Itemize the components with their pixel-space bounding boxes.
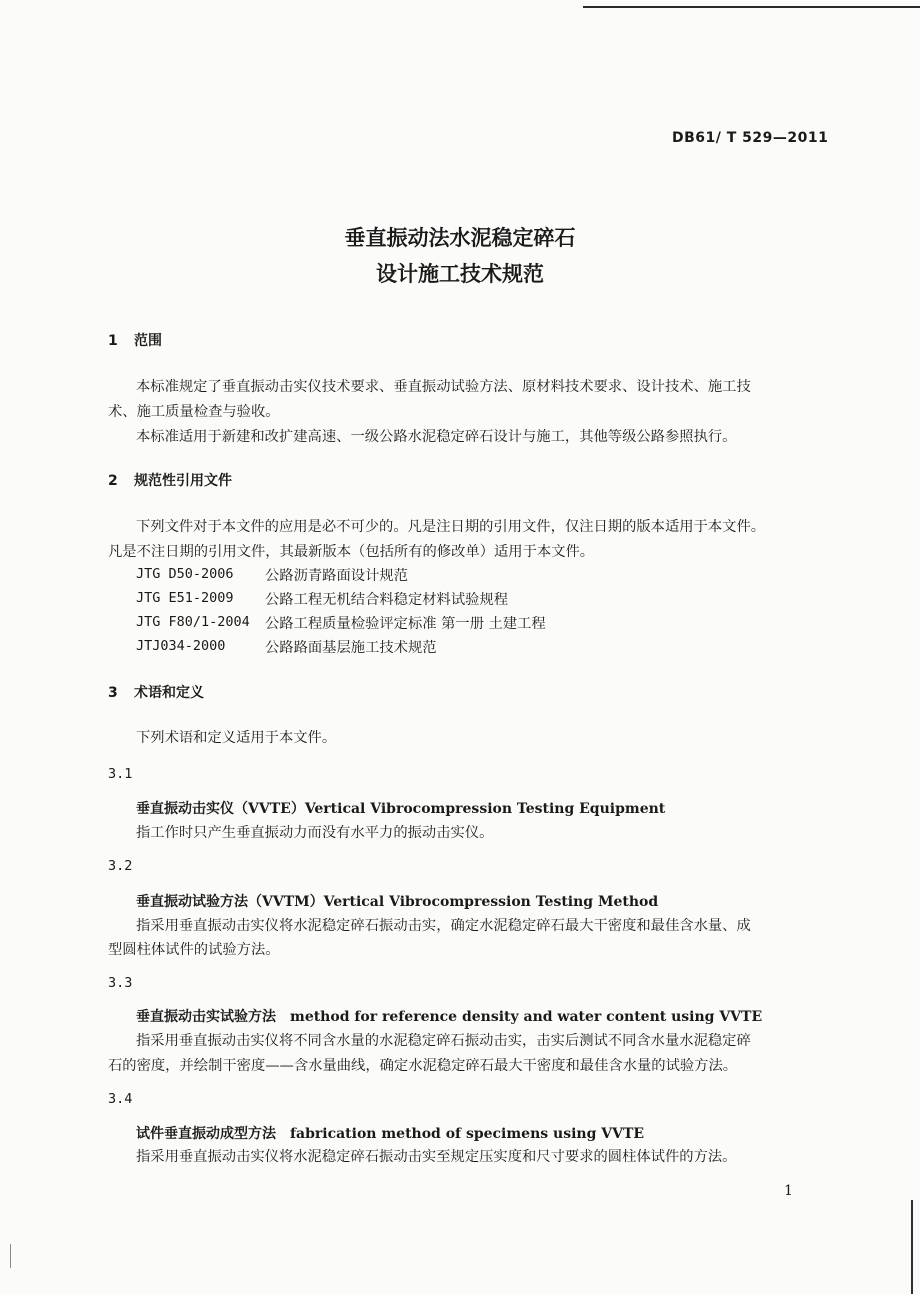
- section-1-para1-line2: 术、施工质量检查与验收。: [108, 404, 280, 420]
- clause-label: 3.2: [108, 858, 133, 874]
- section-title: 术语和定义: [134, 685, 204, 701]
- section-2-para-line2: 凡是不注日期的引用文件，其最新版本（包括所有的修改单）适用于本文件。: [108, 544, 595, 560]
- term-definition: 指采用垂直振动击实仪将不同含水量的水泥稳定碎石振动击实，击实后测试不同含水量水泥稳定碎: [136, 1033, 751, 1049]
- clause-label: 3.4: [108, 1091, 133, 1107]
- term-definition: 指采用垂直振动击实仪将水泥稳定碎石振动击实，确定水泥稳定碎石最大干密度和最佳含水量、成: [136, 918, 751, 934]
- term-heading: 试件垂直振动成型方法 fabrication method of specimens using VVTE: [136, 1126, 645, 1142]
- section-number: 2: [108, 473, 118, 489]
- section-title: 规范性引用文件: [134, 473, 232, 489]
- document-title-line2: 设计施工技术规范: [376, 262, 544, 286]
- term-definition: 石的密度，并绘制干密度——含水量曲线，确定水泥稳定碎石最大干密度和最佳含水量的试验方法。: [108, 1058, 738, 1074]
- section-1-heading: [108, 330, 162, 350]
- term-heading: 垂直振动击实试验方法 method for reference density and water content using VVTE: [136, 1009, 763, 1025]
- section-2-para-line1: 下列文件对于本文件的应用是必不可少的。凡是注日期的引用文件，仅注日期的版本适用于本文件。: [136, 519, 766, 535]
- reference-code: JTG F80/1-2004: [136, 614, 250, 630]
- document-title-line1: 垂直振动法水泥稳定碎石: [344, 226, 576, 250]
- standard-number: DB61/ T 529—2011: [672, 130, 829, 146]
- reference-title: 公路工程质量检验评定标准 第一册 土建工程: [265, 616, 546, 632]
- section-number: 3: [108, 685, 118, 701]
- section-1-para1-line1: 本标准规定了垂直振动击实仪技术要求、垂直振动试验方法、原材料技术要求、设计技术、施工技: [136, 379, 751, 395]
- reference-code: JTG D50-2006: [136, 566, 234, 582]
- scan-edge-mark: [911, 1200, 913, 1294]
- section-3-intro: 下列术语和定义适用于本文件。: [136, 730, 337, 746]
- section-number: 1: [108, 333, 118, 349]
- reference-title: 公路沥青路面设计规范: [265, 568, 408, 584]
- page-number: 1: [784, 1183, 793, 1199]
- header-rule: [583, 6, 920, 8]
- section-title: 范围: [134, 333, 162, 349]
- section-1-para2: 本标准适用于新建和改扩建高速、一级公路水泥稳定碎石设计与施工，其他等级公路参照执行。: [136, 429, 737, 445]
- reference-code: JTG E51-2009: [136, 590, 234, 606]
- term-heading: 垂直振动击实仪（VVTE）Vertical Vibrocompression Testing Equipment: [136, 801, 666, 817]
- clause-label: 3.3: [108, 975, 133, 991]
- term-definition: 指采用垂直振动击实仪将水泥稳定碎石振动击实至规定压实度和尺寸要求的圆柱体试件的方法。: [136, 1149, 737, 1165]
- reference-code: JTJ034-2000: [136, 638, 226, 654]
- term-definition: 型圆柱体试件的试验方法。: [108, 942, 280, 958]
- scan-edge-mark: [10, 1244, 11, 1268]
- reference-title: 公路工程无机结合料稳定材料试验规程: [265, 592, 509, 608]
- term-heading: 垂直振动试验方法（VVTM）Vertical Vibrocompression Testing Method: [136, 894, 659, 910]
- section-2-heading: [108, 470, 232, 490]
- clause-label: 3.1: [108, 766, 133, 782]
- section-3-heading: [108, 682, 204, 702]
- reference-title: 公路路面基层施工技术规范: [265, 640, 437, 656]
- term-definition: 指工作时只产生垂直振动力而没有水平力的振动击实仪。: [136, 825, 494, 841]
